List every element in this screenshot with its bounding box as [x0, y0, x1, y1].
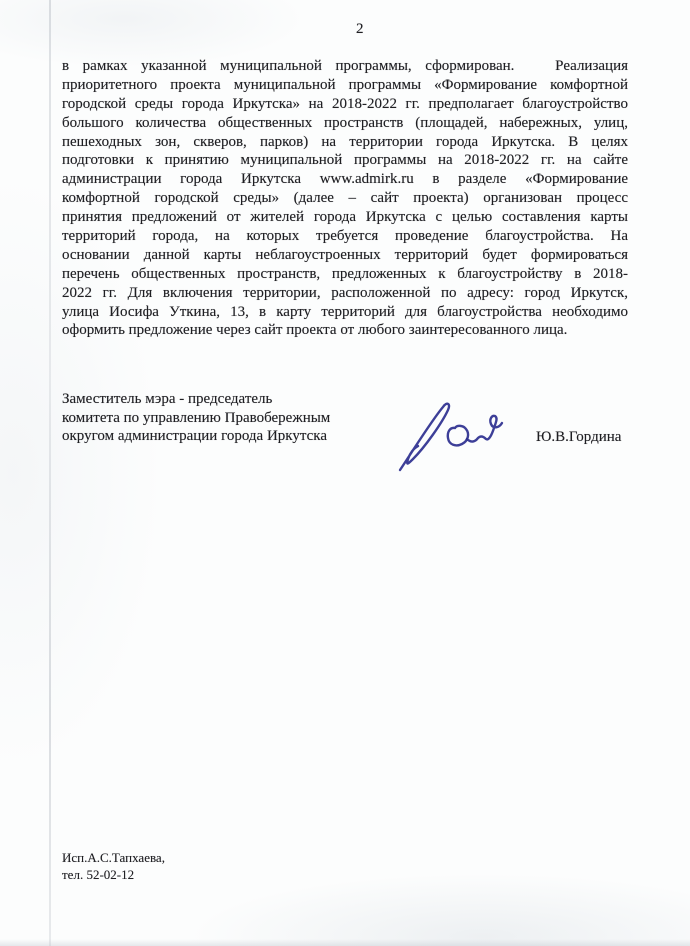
body-line: перечень общественных пространств, предложенных к благоустройству в 2018- [62, 265, 628, 282]
scan-artifact-line [49, 0, 51, 946]
body-line: территорий города, на которых требуется проведение благоустройства. На [62, 228, 628, 245]
signature-stroke [467, 416, 502, 442]
signatory-title-line: Заместитель мэра - председатель [62, 391, 273, 407]
signatory-title-line: комитета по управлению Правобережным [62, 409, 331, 426]
scan-shadow [0, 939, 690, 946]
body-line: пешеходных зон, скверов, парков) на территории города Иркутска. В целях [62, 133, 628, 150]
body-line: улица Иосифа Уткина, 13, в карту территорий для благоустройства необходимо [62, 303, 628, 320]
executor-name: Исп.А.С.Тапхаева, [62, 850, 165, 865]
page-number: 2 [356, 21, 364, 37]
body-line: 2022 гг. Для включения территории, расположенной по адресу: город Иркутск, [62, 284, 628, 301]
signatory-name: Ю.В.Гордина [536, 429, 622, 445]
body-line: в рамках указанной муниципальной программы, сформирован. Реализация [62, 58, 628, 74]
executor-phone: тел. 52-02-12 [62, 867, 135, 883]
body-line: приоритетного проекта муниципальной программы «Формирование комфортной [62, 76, 628, 93]
signatory-title [62, 390, 382, 446]
body-line: городской среды города Иркутска» на 2018-2022 гг. предполагает благоустройство [62, 95, 628, 112]
body-line: большого количества общественных пространств (площадей, набережных, улиц, [62, 114, 628, 131]
signatory-title-line: округом администрации города Иркутска [62, 428, 327, 445]
handwritten-signature-ink [360, 390, 510, 480]
body-line: основании данной карты неблагоустроенных территорий будет формироваться [62, 246, 628, 263]
executor-note [62, 849, 165, 883]
signature-stroke [448, 426, 468, 445]
signature-stroke [400, 404, 449, 470]
body-line: администрации города Иркутска www.admirk.ru в разделе «Формирование [62, 171, 628, 188]
body-line: принятия предложений от жителей города Иркутска с целью составления карты [62, 209, 628, 226]
body-line: оформить предложение через сайт проекта от любого заинтересованного лица. [62, 322, 568, 339]
body-line: комфортной городской среды» (далее – сайт проекта) организован процесс [62, 190, 628, 207]
body-line: подготовки к принятию муниципальной программы на 2018-2022 гг. на сайте [62, 152, 628, 169]
body-paragraph [62, 57, 628, 340]
